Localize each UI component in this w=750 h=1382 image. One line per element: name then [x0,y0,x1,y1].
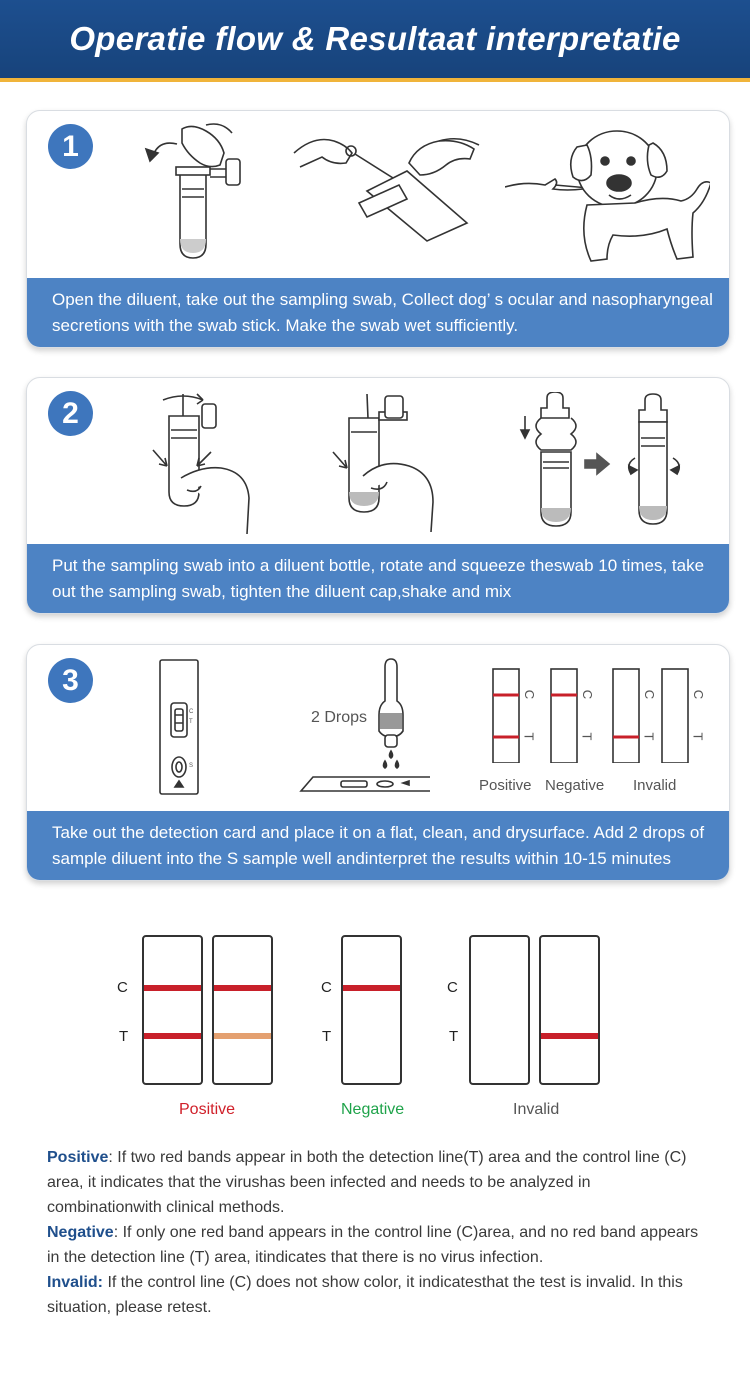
step-2-card [26,377,730,614]
mini-t-4: T [690,732,706,741]
positive-description [47,1145,707,1220]
mini-c-3: C [642,689,658,700]
mini-t-1: T [521,732,537,741]
positive-strip-weak [212,935,273,1085]
card-c-mark: C [189,709,194,715]
negative-label: Negative [341,1101,405,1118]
invalid-t-letter: T [449,1028,459,1045]
card-t-mark: T [189,719,193,725]
invalid-description [47,1270,707,1320]
negative-term: Negative [47,1224,114,1241]
mini-t-2: T [579,732,595,741]
step-3-card [26,644,730,881]
positive-sep: : [108,1149,113,1166]
mini-c-2: C [580,689,596,700]
negative-t-letter: T [322,1028,332,1045]
invalid-strip-test-only [539,935,600,1085]
invalid-text: If the control line (C) does not show color, it indicatesthat the test is invalid. In this situation, please retest. [47,1274,683,1316]
header-banner [0,0,750,82]
test-card-illustration [159,659,201,797]
two-drops-label: 2 Drops [311,709,368,726]
mini-c-1: C [522,689,538,700]
step-1-description: Open the diluent, take out the sampling swab, Collect dog’ s ocular and nasopharyngeal secretions with the swab stick. Make the swab wet sufficiently. [27,278,729,347]
mini-invalid-label: Invalid [633,777,677,794]
mini-c-4: C [691,689,707,700]
positive-term: Positive [47,1149,109,1166]
rotate-swab-illustration [147,390,257,535]
take-swab-illustration [289,123,489,243]
positive-c-letter: C [117,979,128,996]
step-3-description: Take out the detection card and place it on a flat, clean, and drysurface. Add 2 drops of sample diluent into the S sample well andinterpret the results within 10-15 minutes [27,811,729,880]
step-2-description: Put the sampling swab into a diluent bottle, rotate and squeeze theswab 10 times, take out the sampling swab, tighten the diluent cap,shake and mix [27,544,729,613]
positive-t-letter: T [119,1028,129,1045]
mini-negative-label: Negative [545,777,605,794]
open-diluent-illustration [142,119,252,269]
test-band [144,1033,201,1039]
step-1-card [26,110,730,348]
cap-and-shake-illustration [517,392,692,534]
negative-strip [341,935,402,1085]
invalid-strip-blank [469,935,530,1085]
card-s-mark: S [189,763,194,769]
step-3-number: 3 [48,658,93,703]
control-band [214,985,271,991]
invalid-label: Invalid [513,1101,560,1118]
dropper-illustration [285,657,430,799]
mini-positive-label: Positive [479,777,532,794]
dog-sampling-illustration [505,117,710,267]
page-title: Operatie flow & Resultaat interpretatie [69,20,681,57]
mini-t-3: T [641,732,657,741]
squeeze-swab-illustration [327,392,442,537]
invalid-term: Invalid: [47,1274,104,1291]
step-2-number: 2 [48,391,93,436]
positive-label: Positive [179,1101,236,1118]
mini-result-strips [487,667,707,763]
invalid-c-letter: C [447,979,458,996]
step-1-number: 1 [48,124,93,169]
positive-text: If two red bands appear in both the detection line(T) area and the control line (C) area, it indicates that the virushas been infected and needs to be analyzed in combinationwith clinical methods. [47,1149,687,1216]
control-band [144,985,201,991]
test-band [541,1033,598,1039]
result-descriptions [47,1145,707,1320]
negative-description [47,1220,707,1270]
negative-sep: : [113,1224,119,1241]
positive-strip-strong [142,935,203,1085]
negative-c-letter: C [321,979,332,996]
negative-text: If only one red band appears in the control line (C)area, and no red band appears in the detection line (T) area, itindicates that there is no virus infection. [47,1224,699,1266]
control-band [343,985,400,991]
test-band-faint [214,1033,271,1039]
